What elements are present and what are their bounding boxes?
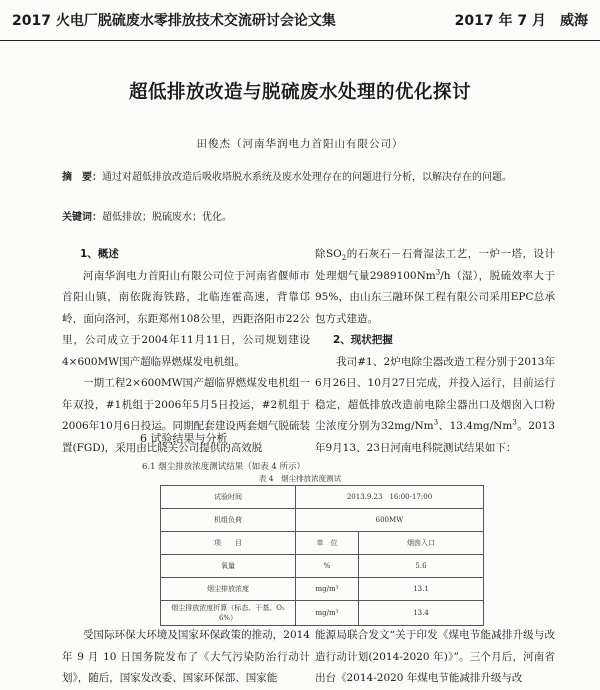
paragraph: 我司#1、2炉电除尘器改造工程分别于2013年6月26日、10月27日完成，并投入运行，目前运行稳定，超低排放改造前电除尘器出口及烟囱入口粉尘浓度分别为32mg/Nm$^3$、13.4mg/Nm$^3$。2013年9月13、23日河南电科院测试结果如下： [315,355,555,454]
keywords-label: 关键词： [62,212,102,223]
table-cell: % [296,555,359,578]
table-cell: 烟尘排放浓度 [161,578,296,601]
keywords [62,208,540,223]
running-header [0,0,600,41]
table-row [161,555,484,578]
table-header-cell: 项 目 [161,532,296,555]
table-cell: 13.1 [359,578,484,601]
table-cell: mg/m³ [296,578,359,601]
table-cell: mg/m³ [296,601,359,626]
abstract-text: 通过对超低排放改造后吸收塔脱水系统及废水处理存在的问题进行分析，以解决存在的问题。 [102,172,512,183]
table-header-row [161,532,484,555]
bottom-left-column [62,625,310,690]
table-caption: 表 4 烟尘排放浓度测试 [258,474,342,483]
table-header-cell: 单 位 [296,532,359,555]
table-cell: 600MW [296,509,484,532]
bottom-right-column [315,625,555,690]
left-column [62,244,310,459]
paper-title: 超低排放改造与脱硫废水处理的优化探讨 [128,82,471,103]
table-row [161,601,484,626]
table-cell: 13.4 [359,601,484,626]
paragraph: 河南华润电力首阳山有限公司位于河南省偃师市首阳山镇，南依陇海铁路，北临连霍高速，背靠邙岭，面向洛河，东距郑州108公里，西距洛阳市22公里，公司成立于2004年11月11日，公司规划建设4×600MW国产超临界燃煤发电机组。 [62,269,310,368]
table-cell: 5.6 [359,555,484,578]
proceedings-date-place: 2017 年 7 月 威海 [454,13,588,29]
abstract [62,168,540,188]
table-cell: 机组负荷 [161,509,296,532]
section-heading-status: 2、现状把握 [333,334,393,346]
keywords-text: 超低排放；脱硫废水；优化。 [102,212,232,223]
table-header-cell: 烟囱入口 [359,532,484,555]
paragraph: 能源局联合发文“关于印发《煤电节能减排升级与改造行动计划(2014-2020 年)》”。三个月后，河南省出台《2014-2020 年煤电节能减排升级与改 [315,629,555,684]
table-row [161,486,484,509]
proceedings-title: 2017 火电厂脱硫废水零排放技术交流研讨会论文集 [12,13,336,29]
paragraph: 受国际环保大环境及国家环保政策的推动，2014 年 9 月 10 日国务院发布了《大气污染防治行动计划》，随后，国家发改委、国家环保部、国家能 [62,629,310,684]
dust-emission-table [160,485,484,626]
author-line: 田俊杰（河南华润电力首阳山有限公司） [196,138,404,150]
section-heading-results: 6 试验结果与分析 [140,432,228,445]
table-cell: 2013.9.23 16:00-17:00 [296,486,484,509]
table-cell: 烟尘排放浓度折算（标态、干基、O₂ 6%） [161,601,296,626]
table-cell: 试验时间 [161,486,296,509]
subsection-heading: 6.1 烟尘排放浓度测试结果（如表 4 所示） [142,462,306,472]
abstract-label: 摘 要： [62,172,102,183]
paragraph: 除$SO_2$的石灰石－石膏湿法工艺，一炉一塔，设计处理烟气量2989100Nm$^3$/h（湿），脱硫效率大于95%，由山东三融环保工程有限公司采用EPC总承包方式建造。 [315,248,555,325]
table-row [161,578,484,601]
table-cell: 氧量 [161,555,296,578]
table-row [161,509,484,532]
section-heading-overview: 1、概述 [80,248,119,260]
right-column [315,244,555,459]
paragraph: 一期工程2×600MW国产超临界燃煤发电机组一年双投，#1机组于2006年5月5日投运，#2机组于2006年10月6日投运。同期配套建设两套烟气脱硫装置(FGD)，采用由比晓关公司提供的高效脱 [62,377,310,454]
